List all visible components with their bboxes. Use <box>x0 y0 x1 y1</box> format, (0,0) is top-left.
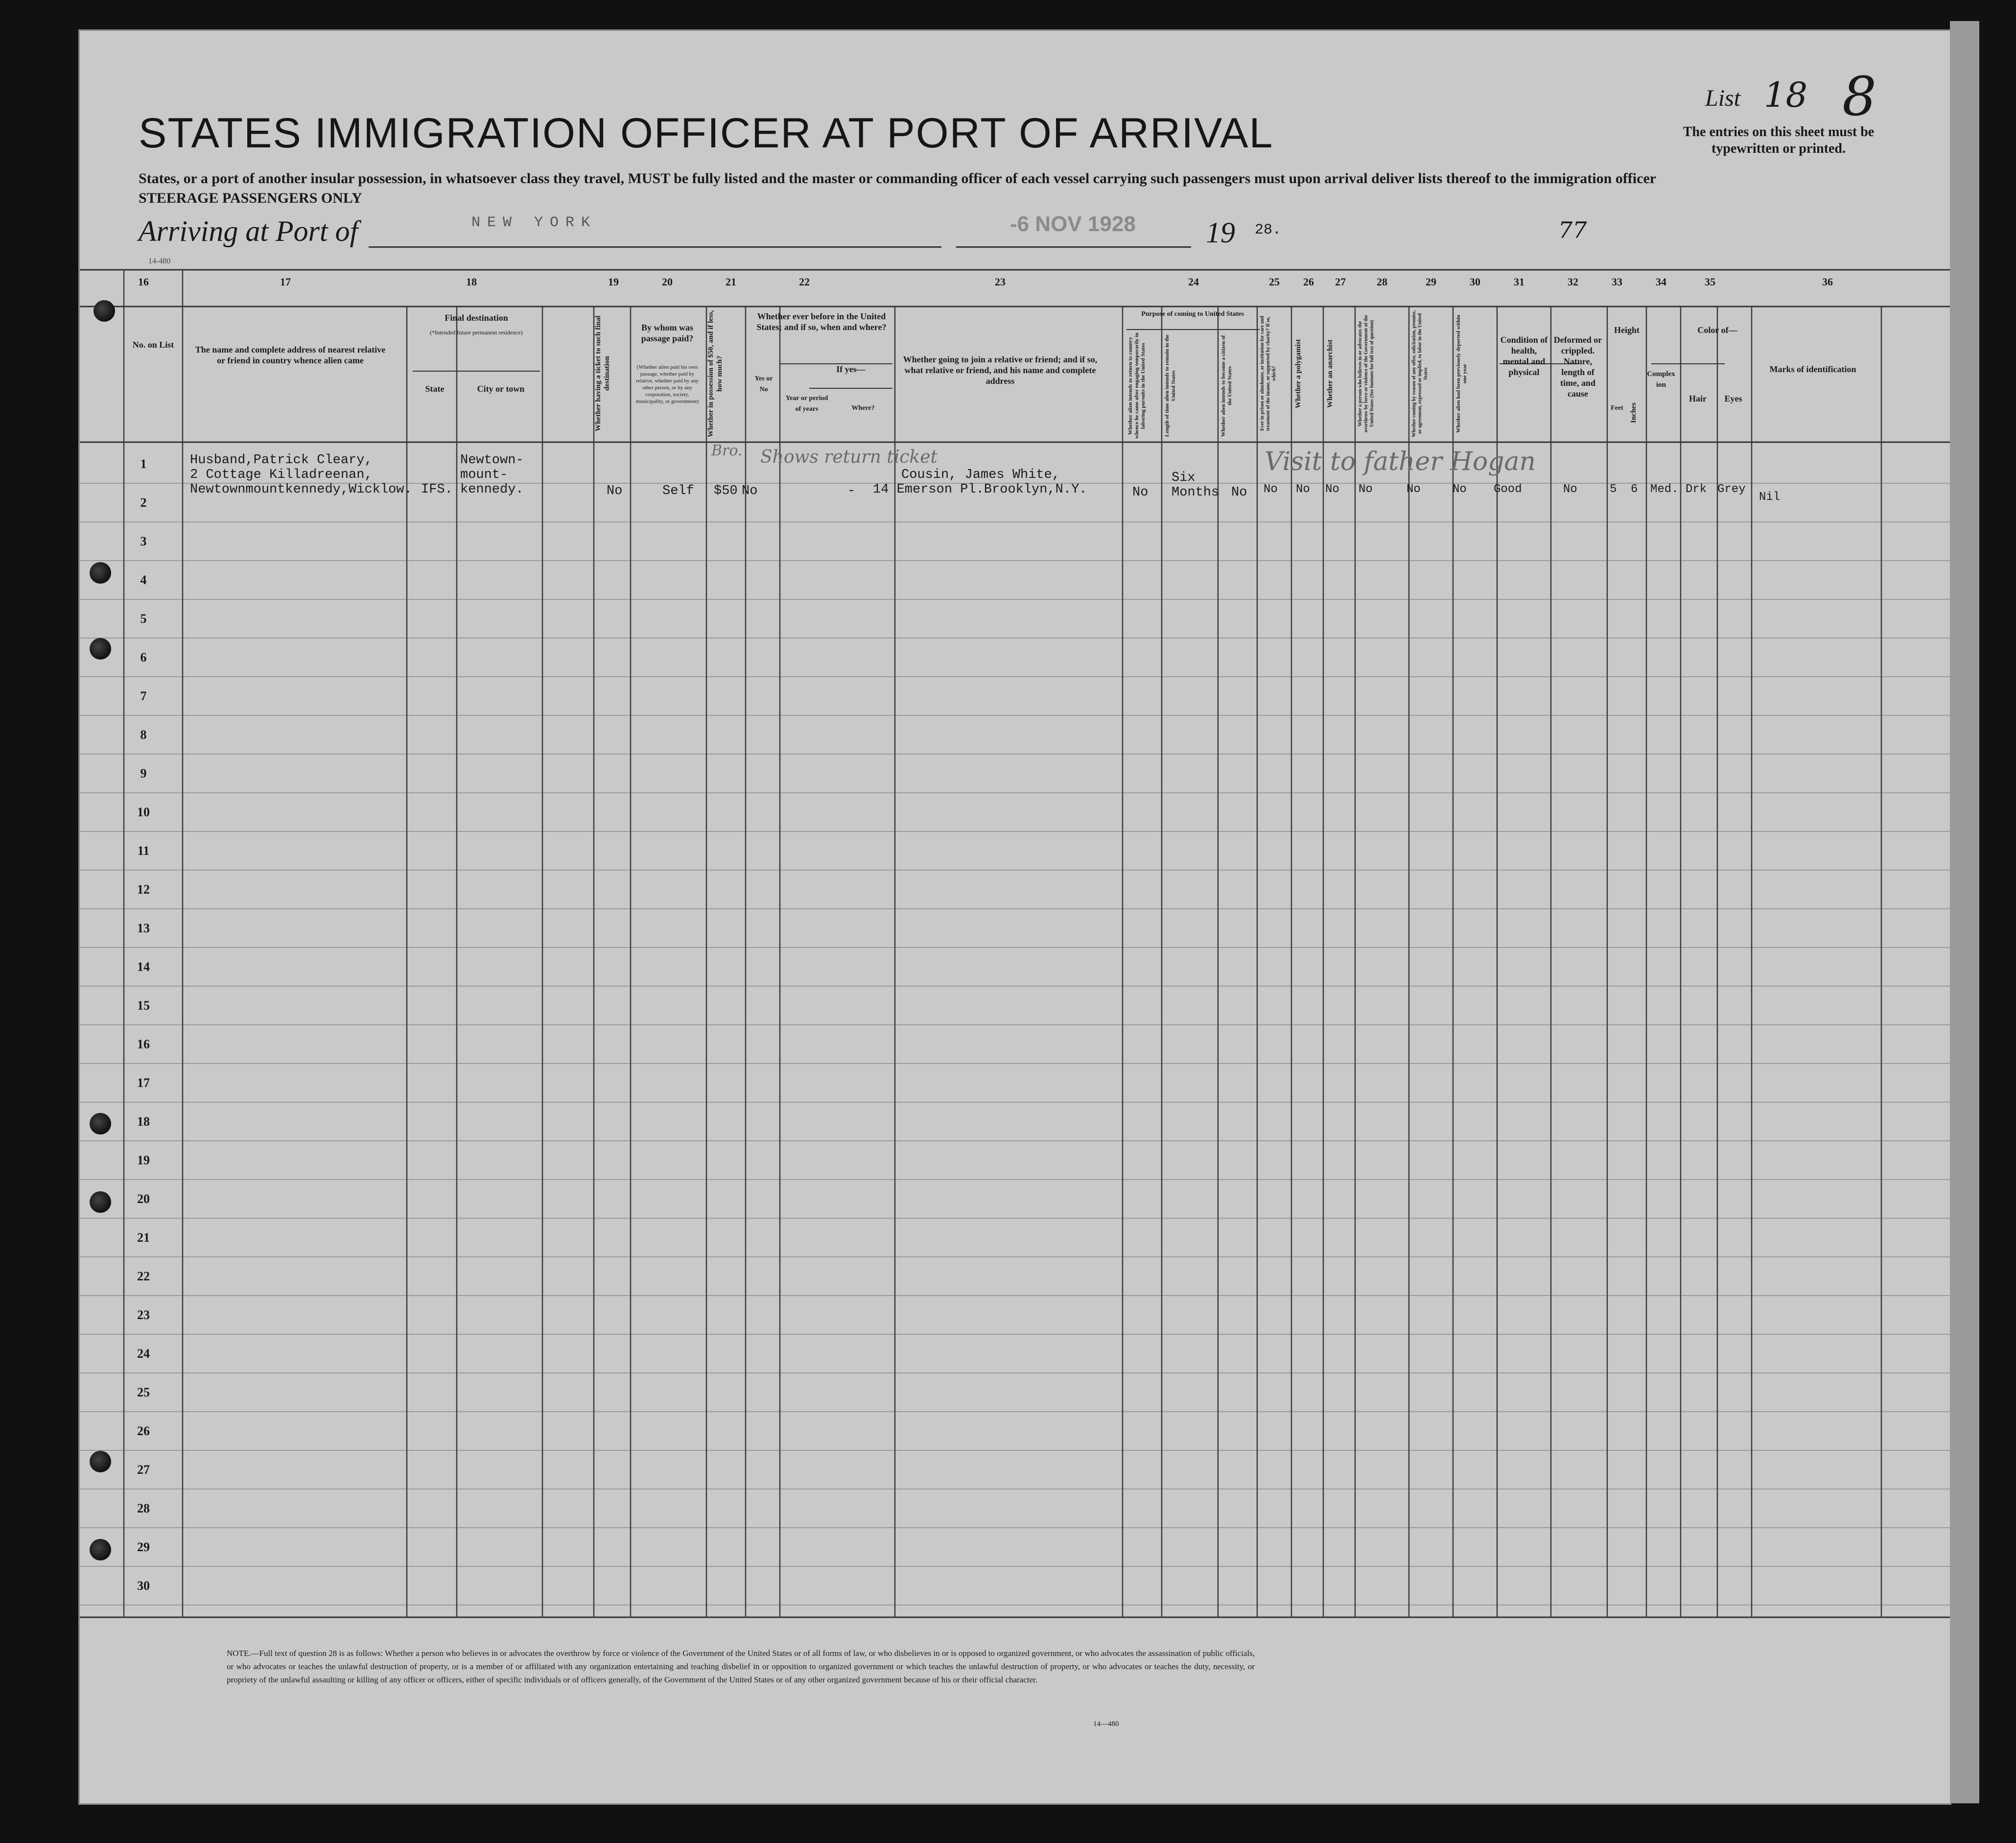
header-eyes: Eyes <box>1724 394 1742 403</box>
header-passage-paid: By whom was passage paid? <box>641 323 694 343</box>
row-number: 21 <box>137 1230 150 1245</box>
column-number-28: 28 <box>1377 276 1387 288</box>
row-number: 20 <box>137 1192 150 1206</box>
row-number: 9 <box>140 766 147 780</box>
handwritten-return-ticket-note: Shows return ticket <box>760 447 938 467</box>
list-label: List <box>1705 85 1741 111</box>
header-city: City or town <box>477 384 525 394</box>
row-number: 13 <box>137 921 150 935</box>
header-passage-note: (Whether alien paid his own passage, whether paid by relative, whether paid by any other person, or by any corporation, society, municipality, or government) <box>635 364 699 404</box>
column-number-25: 25 <box>1269 276 1280 288</box>
entry-return: No <box>1132 485 1149 500</box>
header-deformed: Deformed or crippled. Nature, length of time, and cause <box>1553 335 1602 399</box>
row-number: 19 <box>137 1153 150 1167</box>
column-number-32: 32 <box>1568 276 1578 288</box>
header-relative-address: The name and complete address of nearest relative or friend in country whence alien came <box>195 345 386 365</box>
binding-hole <box>90 638 111 660</box>
entry-city-line-2: mount- <box>460 468 508 482</box>
row-number: 14 <box>137 960 150 974</box>
binding-hole <box>94 300 115 322</box>
header-prison: Ever in prison or almshouse, or institution for care and treatment of the insane, or supported by charity? If so, which? <box>1260 316 1277 431</box>
entry-deported: No <box>1453 483 1467 496</box>
entry-health: Good <box>1494 483 1522 496</box>
row-number: 25 <box>137 1385 150 1399</box>
row-number: 2 <box>140 496 147 510</box>
row-number: 6 <box>140 650 147 664</box>
header-purpose-return: Whether alien intends to return to country whence he came after engaging temporarily in laboring pursuits in the United States <box>1127 332 1146 439</box>
column-number-18: 18 <box>466 276 477 288</box>
entry-before-us: No <box>742 484 758 498</box>
header-polygamist: Whether a polygamist <box>1294 339 1302 408</box>
row-number: 8 <box>140 728 147 742</box>
row-number: 1 <box>140 457 147 471</box>
header-fifty-dollars: Whether in possession of $50, and if less, how much? <box>707 310 724 437</box>
entry-marks: Nil <box>1759 491 1781 504</box>
column-number-34: 34 <box>1656 276 1666 288</box>
header-purpose-length: Length of time alien intends to remain in the United States <box>1164 334 1176 437</box>
entry-inches: 6 <box>1631 483 1638 496</box>
header-color-of: Color of— <box>1697 325 1737 335</box>
header-anarchist: Whether an anarchist <box>1326 339 1334 408</box>
binding-hole <box>90 1451 111 1472</box>
binding-hole <box>90 1113 111 1134</box>
column-number-19: 19 <box>608 276 619 288</box>
entry-eyes: Grey <box>1717 483 1746 496</box>
entry-anarchist: No <box>1325 483 1339 496</box>
column-number-30: 30 <box>1470 276 1480 288</box>
column-number-36: 36 <box>1822 276 1833 288</box>
page-edge <box>1950 21 1979 1803</box>
row-number: 17 <box>137 1076 150 1090</box>
arrival-stamp: -6 NOV 1928 <box>1010 212 1136 236</box>
table-grid <box>80 31 1950 1803</box>
entries-note: The entries on this sheet must be typewritten or printed. <box>1683 124 1875 156</box>
column-number-31: 31 <box>1514 276 1524 288</box>
header-feet: Feet <box>1611 404 1623 412</box>
column-number-35: 35 <box>1705 276 1715 288</box>
footnote: NOTE.—Full text of question 28 is as follows: Whether a person who believes in or advocates the overthrow by force or violence of the Government of the United States or of all forms of law, or who disbelieves in or is opposed to organized government, or who advocates the assassination of public officials, or who advocates or teaches the unlawful destruction of property, or is a member of or affiliated with any organization entertaining and teaching disbelief in or opposition to organized government or which teaches the unlawful destruction of property, or who advocates or teaches the duty, necessity, or propriety of the unlawful assaulting or killing of any officer or officers, either of specific individuals or of officers generally, of the Government of the United States or of any other organized government because of his or their official character. <box>227 1649 1255 1684</box>
binding-hole <box>90 1191 111 1213</box>
row-number: 23 <box>137 1308 150 1322</box>
entry-length-line-2: Months <box>1172 485 1219 500</box>
class-line: STEERAGE PASSENGERS ONLY <box>139 190 362 206</box>
header-purpose: Purpose of coming to United States <box>1141 310 1244 318</box>
subtitle-line: States, or a port of another insular possession, in whatsoever class they travel, MUST be fully listed and the master or commanding officer of each vessel carrying such passengers must upon arrival deliver lists thereof to the immigration officer <box>139 170 1657 187</box>
entry-feet: 5 <box>1610 483 1617 496</box>
column-number-33: 33 <box>1612 276 1622 288</box>
row-number: 4 <box>140 573 147 587</box>
column-number-27: 27 <box>1335 276 1346 288</box>
manifest-sheet <box>78 29 1951 1805</box>
page-title: STATES IMMIGRATION OFFICER AT PORT OF ARRIVAL <box>139 110 1274 157</box>
entry-money: $50 <box>714 484 738 498</box>
column-number-29: 29 <box>1426 276 1436 288</box>
port-value: NEW YORK <box>471 214 597 231</box>
entry-join-line-1: Cousin, James White, <box>901 468 1060 482</box>
header-if-yes: If yes— <box>836 364 866 374</box>
header-no-on-list: No. on List <box>132 340 174 350</box>
header-ticket: Whether having a ticket to such final destination <box>594 315 611 432</box>
column-number-24: 24 <box>1188 276 1199 288</box>
row-number: 22 <box>137 1269 150 1283</box>
row-number: 12 <box>137 882 150 897</box>
entry-citizen: No <box>1231 485 1247 500</box>
header-hair: Hair <box>1689 394 1707 403</box>
margin-mark: 77 <box>1558 217 1587 243</box>
header-state: State <box>425 384 445 394</box>
row-number: 15 <box>137 998 150 1013</box>
entry-overthrow: No <box>1359 483 1373 496</box>
header-before-in-us: Whether ever before in the United States; and if so, when and where? <box>756 311 887 332</box>
entry-contract-labor: No <box>1407 483 1421 496</box>
row-number: 30 <box>137 1579 150 1593</box>
row-number: 18 <box>137 1114 150 1129</box>
entry-hair: Drk <box>1686 483 1707 496</box>
header-final-destination-note: (*Intended future permanent residence) <box>430 329 523 336</box>
row-number: 10 <box>137 805 150 819</box>
entry-relative-line-3: Newtownmountkennedy,Wicklow. <box>190 482 412 497</box>
header-yes-no: Yes or No <box>754 375 773 393</box>
entry-city-line-3: kennedy. <box>460 482 524 497</box>
column-number-21: 21 <box>726 276 736 288</box>
entry-passage-paid: Self <box>662 484 694 498</box>
form-code: 14-480 <box>148 257 171 265</box>
header-purpose-citizen: Whether alien intends to become a citizen of the United States <box>1220 335 1233 437</box>
entry-join-line-2: 14 Emerson Pl.Brooklyn,N.Y. <box>873 482 1087 497</box>
header-health: Condition of health, mental and physical <box>1500 335 1548 377</box>
entry-state: IFS. <box>421 482 453 497</box>
handwritten-visit-note: Visit to father Hogan <box>1265 447 1536 476</box>
column-number-23: 23 <box>995 276 1006 288</box>
header-where: Where? <box>851 404 875 412</box>
header-final-destination: Final destination <box>445 313 508 323</box>
row-number: 28 <box>137 1501 150 1515</box>
entry-prison: No <box>1264 483 1278 496</box>
binding-hole <box>90 1539 111 1560</box>
header-deported: Whether alien had been previously deported within one year <box>1455 314 1468 433</box>
header-inches: Inches <box>1630 402 1638 423</box>
row-number: 16 <box>137 1037 150 1051</box>
footnote-code: 14—480 <box>1093 1720 1119 1728</box>
entry-complexion: Med. <box>1650 483 1679 496</box>
list-number: 18 <box>1764 75 1808 115</box>
entry-deformed: No <box>1563 483 1577 496</box>
binding-hole <box>90 562 111 584</box>
port-label: Arriving at Port of <box>139 215 358 247</box>
entry-relative-line-2: 2 Cottage Killadreenan, <box>190 468 373 482</box>
row-number: 3 <box>140 534 147 548</box>
entry-city-line-1: Newtown- <box>460 453 524 468</box>
year-prefix: 19 <box>1206 216 1235 249</box>
entry-polygamist: No <box>1296 483 1310 496</box>
header-overthrow: Whether a person who believes in or advocates the overthrow by force or violence of the Government of the United States (See footnote for full text of question) <box>1358 315 1375 432</box>
row-number: 29 <box>137 1540 150 1554</box>
column-number-16: 16 <box>138 276 149 288</box>
header-height: Height <box>1614 325 1640 335</box>
row-number: 24 <box>137 1347 150 1361</box>
header-contract-labor: Whether coming by reason of any offer, solicitation, promise, or agreement, expressed or implied, to labor in the United States <box>1411 310 1429 437</box>
row-number: 7 <box>140 689 147 703</box>
header-complexion: Complexion <box>1647 370 1675 389</box>
row-number: 27 <box>137 1463 150 1477</box>
handwritten-money-note: Bro. <box>711 442 743 459</box>
row-number: 26 <box>137 1424 150 1438</box>
row-number: 5 <box>140 612 147 626</box>
entry-before-years: - <box>847 484 856 498</box>
column-number-22: 22 <box>799 276 810 288</box>
year-suffix: 28. <box>1255 222 1282 238</box>
column-number-17: 17 <box>280 276 291 288</box>
list-handwritten-mark: 8 <box>1842 65 1876 128</box>
entry-relative-line-1: Husband,Patrick Cleary, <box>190 453 373 468</box>
entry-length-line-1: Six <box>1172 471 1196 485</box>
header-years: Year or period of years <box>785 395 828 413</box>
column-number-20: 20 <box>662 276 673 288</box>
column-number-26: 26 <box>1303 276 1314 288</box>
row-number: 11 <box>137 844 150 858</box>
entry-ticket: No <box>607 484 623 498</box>
header-join-relative: Whether going to join a relative or friend; and if so, what relative or friend, and his name and complete address <box>903 354 1098 386</box>
header-marks-identification: Marks of identification <box>1769 364 1856 374</box>
